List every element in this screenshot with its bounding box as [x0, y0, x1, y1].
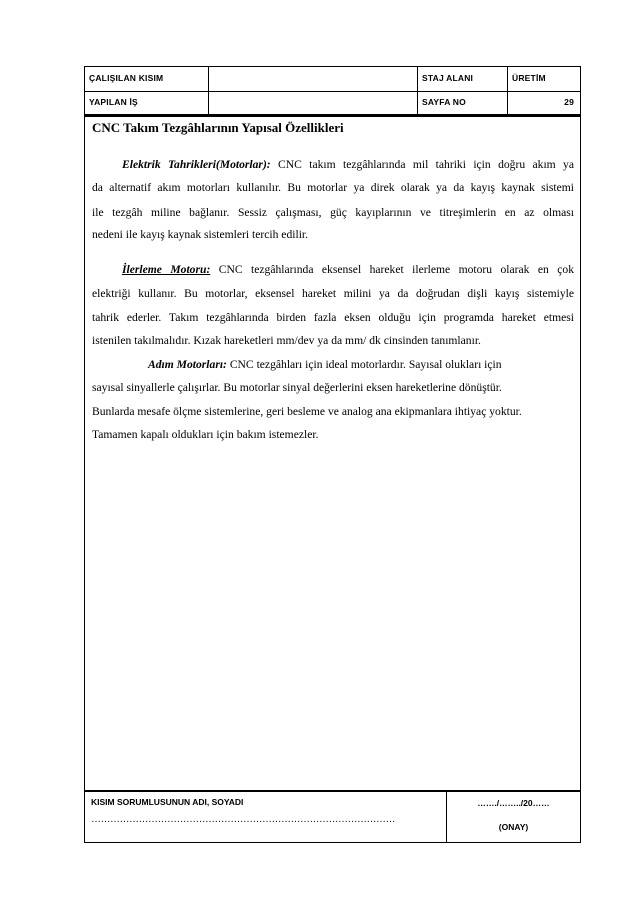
- header-row-2: [85, 91, 580, 114]
- section-title: CNC Takım Tezgâhlarının Yapısal Özellikleri: [92, 120, 344, 135]
- paragraph-line: Adım Motorları: CNC tezgâhları için ideal motorlardır. Sayısal olukları için: [148, 358, 502, 371]
- working-section-value: [209, 67, 418, 91]
- paragraph-line: Elektrik Tahrikleri(Motorlar): CNC takım tezgâhlarında mil tahriki için doğru akım ya: [122, 158, 574, 171]
- page-number-value: 29: [564, 97, 574, 107]
- approval-date-field: ……./……../20……: [477, 798, 550, 808]
- page-number-label: SAYFA NO: [418, 91, 508, 114]
- paragraph-lead: Elektrik Tahrikleri(Motorlar):: [122, 158, 271, 171]
- paragraph-line: ile tezgâh miline bağlanır. Sessiz çalışması, güç kayıplarının ve titreşimlerin en az olması: [92, 206, 574, 219]
- paragraph-line: İlerleme Motoru: CNC tezgâhlarında eksensel hareket ilerleme motoru olarak en çok: [122, 263, 575, 276]
- paragraph-line: sayısal sinyallerle çalışırlar. Bu motorlar sinyal değerlerini eksen hareketlerine dönüştür.: [92, 381, 502, 394]
- supervisor-name-label: KISIM SORUMLUSUNUN ADI, SOYADI: [91, 797, 244, 807]
- internship-field-value: ÜRETİM: [512, 73, 546, 83]
- paragraph-line: nedeni ile kayış kaynak sistemleri tercih edilir.: [92, 228, 309, 241]
- paragraph-line: elektriği kullanır. Bu motorlar, eksensel hareket milini ya da doğrudan dişli kayış sistemiyle: [92, 287, 574, 300]
- working-section-label: ÇALIŞILAN KISIM: [85, 67, 209, 91]
- supervisor-cell: [85, 792, 447, 842]
- paragraph-lead: İlerleme Motoru:: [122, 263, 211, 276]
- paragraph-line: Tamamen kapalı oldukları için bakım istemezler.: [92, 428, 319, 441]
- work-done-label: YAPILAN İŞ: [85, 91, 209, 114]
- supervisor-name-field: ……………………………………………………………………………………: [91, 814, 395, 825]
- header-row-1: [85, 67, 580, 92]
- paragraph-line: istenilen takılmalıdır. Kızak hareketleri mm/dev ya da mm/ dk cinsinden tanımlanır.: [92, 334, 481, 347]
- internship-field-label: STAJ ALANI: [418, 67, 508, 91]
- approval-cell: [447, 792, 580, 842]
- footer-table: [84, 791, 581, 843]
- work-done-value: [209, 91, 418, 114]
- header-table: [84, 66, 581, 115]
- approval-label: (ONAY): [498, 822, 529, 832]
- paragraph-line: tahrik ederler. Takım tezgâhlarında birden fazla eksen olduğu için programda hareket etmesi: [92, 311, 574, 324]
- paragraph-line: Bunlarda mesafe ölçme sistemlerine, geri besleme ve analog ana ekipmanlara ihtiyaç yoktur.: [92, 405, 522, 418]
- paragraph-line: da alternatif akım motorları kullanılır. Bu motorlar ya direk olarak ya da kayış kaynak sistemi: [92, 181, 574, 194]
- content-box: [84, 115, 581, 791]
- paragraph-lead: Adım Motorları:: [148, 358, 227, 371]
